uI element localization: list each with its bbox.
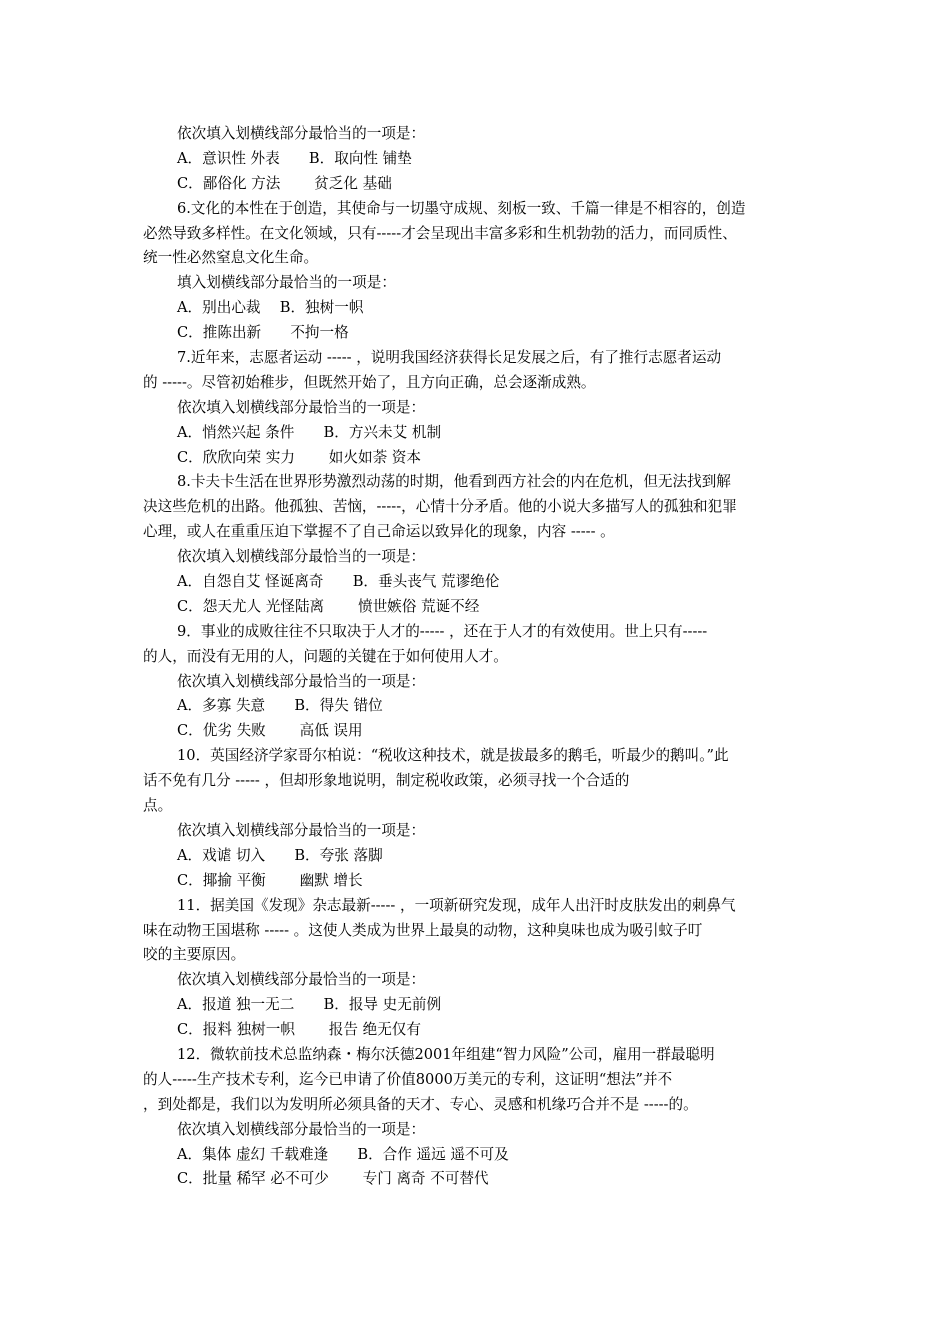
text-line: 依次填入划横线部分最恰当的一项是： bbox=[177, 398, 426, 416]
text-line: 12．微软前技术总监纳森・梅尔沃德2001年组建“智力风险”公司，雇用一群最聪明 bbox=[177, 1045, 715, 1063]
text-line: C．鄙俗化 方法 贫乏化 基础 bbox=[177, 174, 392, 192]
text-line: 依次填入划横线部分最恰当的一项是： bbox=[177, 821, 426, 839]
text-line: 决这些危机的出路。他孤独、苦恼，-----，心情十分矛盾。他的小说大多描写人的孤独和犯罪 bbox=[143, 498, 737, 516]
text-line: 依次填入划横线部分最恰当的一项是： bbox=[177, 548, 426, 566]
text-line: 心理，或人在重重压迫下掌握不了自己命运以致异化的现象，内容 ----- 。 bbox=[143, 523, 615, 541]
text-line: A．悄然兴起 条件 B．方兴未艾 机制 bbox=[177, 423, 442, 441]
text-line: 填入划横线部分最恰当的一项是： bbox=[177, 274, 396, 292]
text-line: A．报道 独一无二 B．报导 史无前例 bbox=[177, 996, 442, 1014]
text-line: 7.近年来，志愿者运动 ----- ，说明我国经济获得长足发展之后，有了推行志愿者运动 bbox=[177, 349, 722, 367]
text-line: 依次填入划横线部分最恰当的一项是： bbox=[177, 125, 426, 142]
text-line: 必然导致多样性。在文化领域，只有-----才会呈现出丰富多彩和生机勃勃的活力，而同质性、 bbox=[143, 224, 737, 242]
text-line: 依次填入划横线部分最恰当的一项是： bbox=[177, 1120, 426, 1138]
text-line: 依次填入划横线部分最恰当的一项是： bbox=[177, 971, 426, 989]
text-line: 话不免有几分 ----- ，但却形象地说明，制定税收政策，必须寻找一个合适的 bbox=[143, 772, 630, 790]
text-line: C．欣欣向荣 实力 如火如荼 资本 bbox=[177, 448, 421, 466]
text-line: 的人-----生产技术专利，迄今已申请了价值8000万美元的专利，这证明“想法”并不 bbox=[143, 1070, 673, 1088]
text-line: A．别出心裁 B．独树一帜 bbox=[177, 299, 364, 317]
text-line: 味在动物王国堪称 ----- 。这使人类成为世界上最臭的动物，这种臭味也成为吸引蚊子叮 bbox=[143, 921, 703, 939]
text-line: 10．英国经济学家哥尔柏说：“税收这种技术，就是拔最多的鹅毛，听最少的鹅叫。”此 bbox=[177, 747, 729, 765]
text-line: 依次填入划横线部分最恰当的一项是： bbox=[177, 672, 426, 690]
text-line: 的 -----。尽管初始稚步，但既然开始了，且方向正确，总会逐渐成熟。 bbox=[143, 373, 596, 391]
text-line: 咬的主要原因。 bbox=[143, 946, 246, 964]
text-line: C．揶揄 平衡 幽默 增长 bbox=[177, 871, 363, 889]
text-line: 统一性必然窒息文化生命。 bbox=[143, 249, 319, 267]
text-line: A．自怨自艾 怪诞离奇 B．垂头丧气 荒谬绝伦 bbox=[177, 573, 500, 591]
text-line: 8.卡夫卡生活在世界形势激烈动荡的时期，他看到西方社会的内在危机，但无法找到解 bbox=[177, 473, 731, 491]
text-line: 9．事业的成败往往不只取决于人才的----- ，还在于人才的有效使用。世上只有----- bbox=[177, 622, 708, 640]
text-line: 11．据美国《发现》杂志最新----- ，一项新研究发现，成年人出汗时皮肤发出的刺鼻气 bbox=[177, 896, 736, 914]
text-line: 点。 bbox=[143, 797, 173, 815]
text-line: ，到处都是，我们以为发明所必须具备的天才、专心、灵感和机缘巧合并不是 -----的。 bbox=[143, 1095, 698, 1113]
text-line: A．戏谑 切入 B．夸张 落脚 bbox=[177, 846, 383, 864]
text-line: C．批量 稀罕 必不可少 专门 离奇 不可替代 bbox=[177, 1170, 489, 1188]
text-line: A．多寡 失意 B．得失 错位 bbox=[177, 697, 383, 715]
text-line: C．怨天尤人 光怪陆离 愤世嫉俗 荒诞不经 bbox=[177, 597, 480, 615]
text-line: 的人，而没有无用的人，问题的关键在于如何使用人才。 bbox=[143, 647, 508, 665]
text-line: A．意识性 外表 B．取向性 铺垫 bbox=[177, 149, 412, 167]
text-line: 6.文化的本性在于创造，其使命与一切墨守成规、刻板一致、千篇一律是不相容的，创造 bbox=[177, 199, 746, 217]
text-line: A．集体 虚幻 千载难逢 B．合作 遥远 遥不可及 bbox=[177, 1145, 509, 1163]
text-line: C．推陈出新 不拘一格 bbox=[177, 324, 349, 342]
text-line: C．优劣 失败 高低 误用 bbox=[177, 722, 363, 740]
document-page bbox=[143, 122, 808, 1192]
text-line: C．报料 独树一帜 报告 绝无仅有 bbox=[177, 1021, 421, 1039]
